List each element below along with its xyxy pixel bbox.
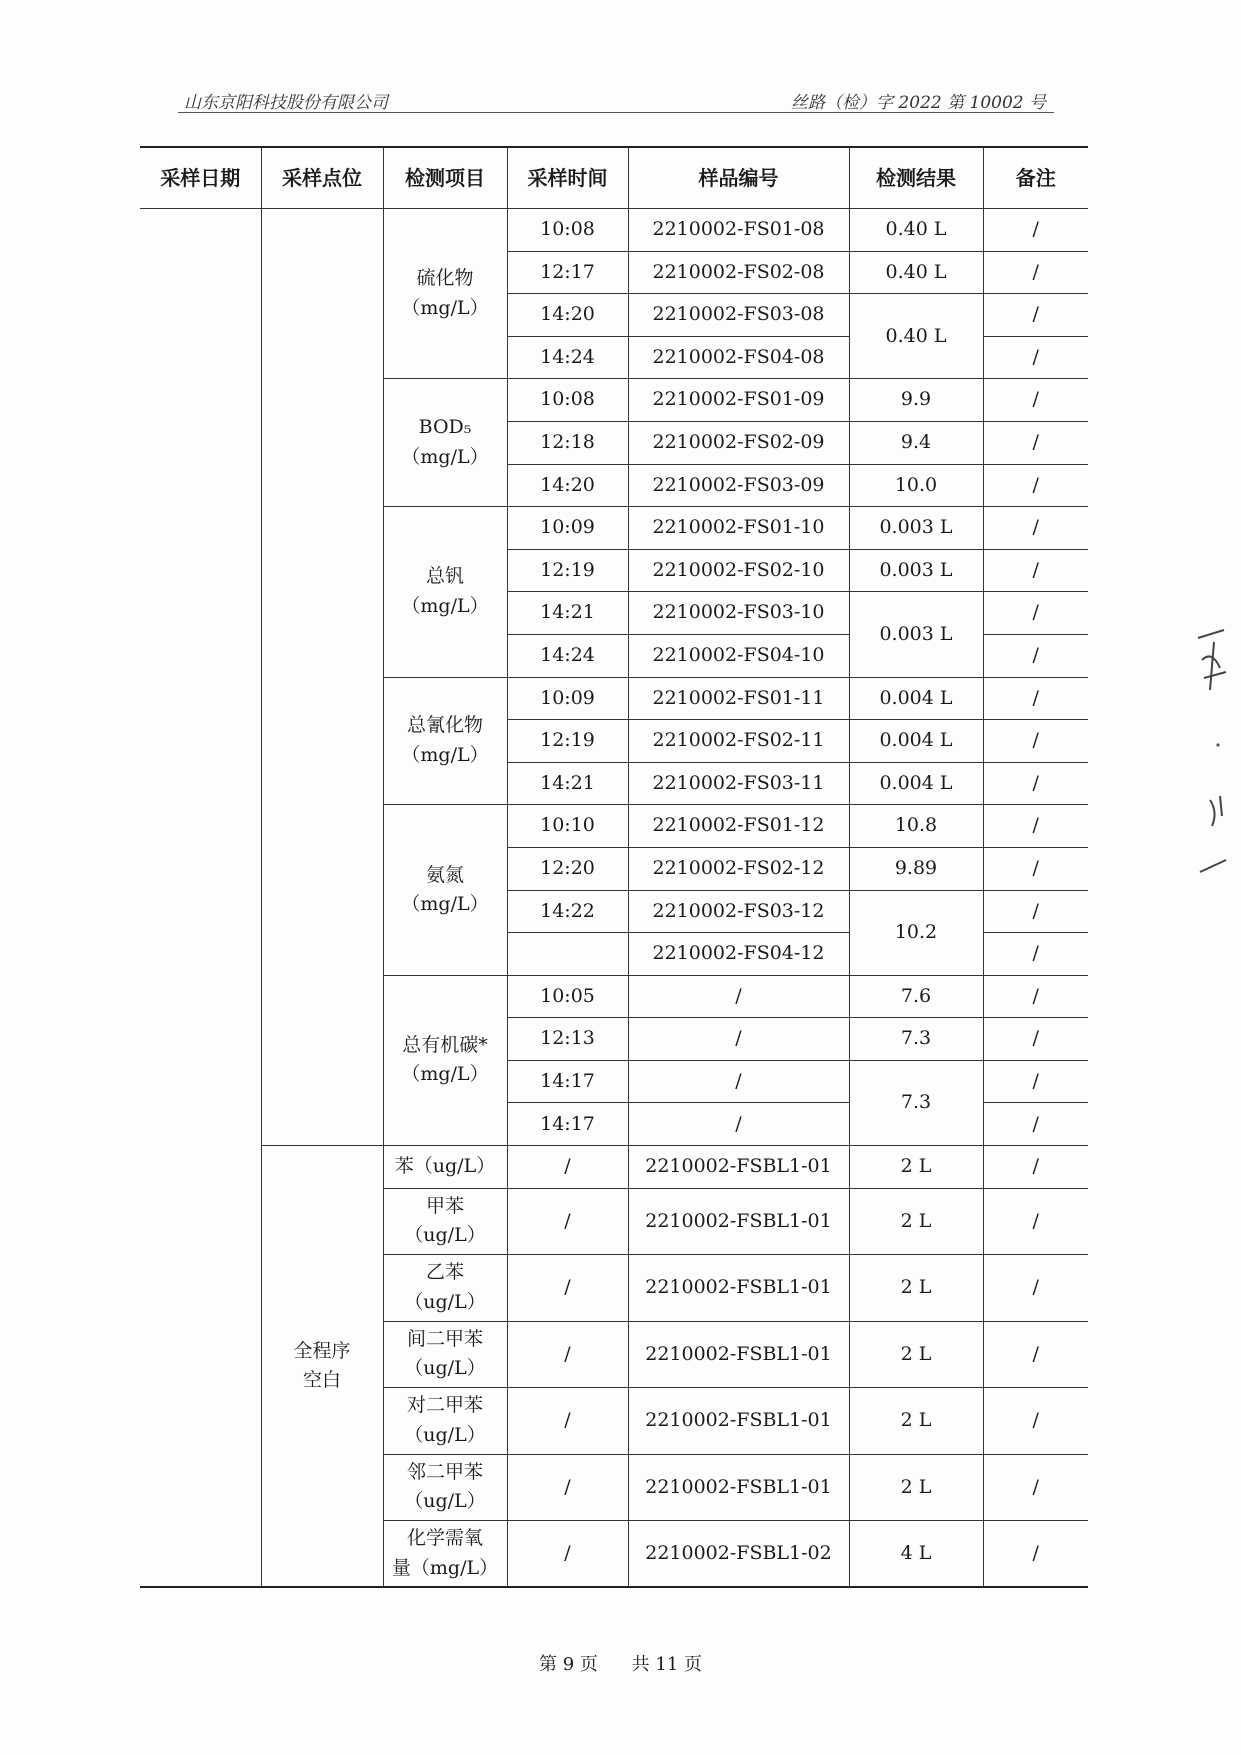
sampling-time-cell: 10:09 (507, 507, 628, 550)
test-item-cell (383, 507, 507, 677)
sampling-time-cell: 12:17 (507, 251, 628, 294)
sample-id-cell: 2210002-FS02-08 (628, 251, 849, 294)
sample-id-cell: 2210002-FS04-08 (628, 336, 849, 379)
sampling-time-cell: 14:21 (507, 592, 628, 635)
note-cell: / (983, 336, 1088, 379)
column-header: 采样点位 (261, 147, 383, 209)
test-item-cell (383, 1521, 507, 1588)
result-cell: 9.4 (849, 421, 983, 464)
test-item-label: 总钒 (425, 565, 464, 588)
sample-id-cell: 2210002-FS03-11 (628, 762, 849, 805)
sampling-time-cell: 12:20 (507, 847, 628, 890)
note-cell: / (983, 294, 1088, 337)
test-item-label: 化学需氧 (406, 1527, 483, 1550)
column-header: 样品编号 (628, 147, 849, 209)
sample-id-cell: 2210002-FSBL1-01 (628, 1321, 849, 1388)
sample-id-cell: / (628, 1060, 849, 1103)
table-row (140, 209, 1088, 252)
test-item-label: 氨氮 (425, 863, 464, 886)
note-cell: / (983, 1188, 1088, 1255)
result-cell: 9.89 (849, 847, 983, 890)
sampling-time-cell: 14:20 (507, 294, 628, 337)
result-cell: 2 L (849, 1388, 983, 1455)
result-cell: 2 L (849, 1188, 983, 1255)
sampling-time-cell: 10:05 (507, 975, 628, 1018)
sample-id-cell: 2210002-FS02-09 (628, 421, 849, 464)
sample-id-cell: 2210002-FS01-11 (628, 677, 849, 720)
sampling-date-cell (140, 209, 261, 1588)
test-item-cell (383, 1188, 507, 1255)
result-cell: 2 L (849, 1255, 983, 1322)
test-item-label: 乙苯 (425, 1261, 464, 1284)
sampling-time-cell: 12:18 (507, 421, 628, 464)
page-total: 共 11 页 (631, 1654, 702, 1675)
sample-id-cell: 2210002-FS01-08 (628, 209, 849, 252)
note-cell: / (983, 677, 1088, 720)
sampling-time-cell (507, 933, 628, 976)
test-item-cell (383, 1388, 507, 1455)
test-item-label: （mg/L） (401, 594, 489, 617)
table-body (140, 209, 1088, 1588)
note-cell: / (983, 592, 1088, 635)
result-cell: 0.40 L (849, 294, 983, 379)
sampling-time-cell: 10:10 (507, 805, 628, 848)
signature-mark (1190, 620, 1230, 890)
sample-id-cell: 2210002-FS03-09 (628, 464, 849, 507)
result-cell: 0.004 L (849, 720, 983, 763)
test-item-label: BOD₅ (418, 416, 472, 439)
test-item-cell (383, 677, 507, 805)
test-item-label: 甲苯 (425, 1194, 464, 1217)
sampling-time-cell: / (507, 1521, 628, 1588)
table-header-row (140, 147, 1088, 209)
test-item-label: 总有机碳* (402, 1033, 488, 1056)
test-item-label: 苯（ug/L） (394, 1155, 496, 1178)
sample-id-cell: 2210002-FSBL1-01 (628, 1188, 849, 1255)
test-item-label: （mg/L） (401, 743, 489, 766)
result-cell: 0.003 L (849, 549, 983, 592)
test-item-cell (383, 209, 507, 379)
sampling-time-cell: / (507, 1146, 628, 1189)
test-item-cell (383, 1321, 507, 1388)
note-cell: / (983, 549, 1088, 592)
sample-id-cell: 2210002-FS02-11 (628, 720, 849, 763)
sample-id-cell: 2210002-FSBL1-02 (628, 1521, 849, 1588)
sampling-time-cell: / (507, 1388, 628, 1455)
test-item-cell (383, 975, 507, 1145)
sampling-point-cell (261, 209, 383, 1146)
sample-id-cell: 2210002-FSBL1-01 (628, 1146, 849, 1189)
page-footer (0, 1650, 1241, 1676)
test-item-cell (383, 379, 507, 507)
sampling-point-label: 全程序 (293, 1339, 351, 1362)
sampling-time-cell: 14:24 (507, 336, 628, 379)
sampling-time-cell: 10:09 (507, 677, 628, 720)
sampling-time-cell: 12:19 (507, 549, 628, 592)
test-item-cell (383, 1454, 507, 1521)
page-number: 第 9 页 (539, 1654, 598, 1675)
note-cell: / (983, 421, 1088, 464)
sample-id-cell: / (628, 1103, 849, 1146)
test-item-label: （ug/L） (404, 1490, 486, 1513)
test-item-cell (383, 805, 507, 975)
test-item-label: 量（mg/L） (391, 1556, 499, 1579)
sampling-time-cell: 14:17 (507, 1103, 628, 1146)
sampling-time-cell: 14:24 (507, 634, 628, 677)
result-cell: 10.8 (849, 805, 983, 848)
result-cell: 10.2 (849, 890, 983, 975)
test-item-label: （ug/L） (404, 1357, 486, 1380)
result-cell: 7.3 (849, 1018, 983, 1061)
sampling-time-cell: 10:08 (507, 379, 628, 422)
result-cell: 4 L (849, 1521, 983, 1588)
header-rule (178, 112, 1054, 113)
column-header: 备注 (983, 147, 1088, 209)
sample-id-cell: / (628, 1018, 849, 1061)
result-cell: 0.004 L (849, 677, 983, 720)
sampling-time-cell: / (507, 1255, 628, 1322)
note-cell: / (983, 1146, 1088, 1189)
column-header: 检测项目 (383, 147, 507, 209)
test-item-label: 间二甲苯 (406, 1327, 483, 1350)
test-item-label: （ug/L） (404, 1423, 486, 1446)
result-cell: 0.004 L (849, 762, 983, 805)
note-cell: / (983, 975, 1088, 1018)
note-cell: / (983, 1255, 1088, 1322)
test-item-cell (383, 1146, 507, 1189)
test-item-label: 硫化物 (416, 267, 474, 290)
result-cell: 0.40 L (849, 209, 983, 252)
sampling-time-cell: 14:21 (507, 762, 628, 805)
sampling-time-cell: / (507, 1188, 628, 1255)
note-cell: / (983, 1321, 1088, 1388)
sampling-time-cell: 14:22 (507, 890, 628, 933)
note-cell: / (983, 1388, 1088, 1455)
sampling-time-cell: 14:20 (507, 464, 628, 507)
result-cell: 2 L (849, 1454, 983, 1521)
note-cell: / (983, 251, 1088, 294)
note-cell: / (983, 720, 1088, 763)
result-cell: 0.003 L (849, 592, 983, 677)
note-cell: / (983, 634, 1088, 677)
sample-id-cell: 2210002-FSBL1-01 (628, 1255, 849, 1322)
note-cell: / (983, 805, 1088, 848)
note-cell: / (983, 1103, 1088, 1146)
sample-id-cell: 2210002-FS02-12 (628, 847, 849, 890)
sampling-time-cell: 14:17 (507, 1060, 628, 1103)
test-item-cell (383, 1255, 507, 1322)
sampling-point-label: 空白 (302, 1369, 341, 1392)
test-item-label: （mg/L） (401, 893, 489, 915)
sample-id-cell: / (628, 975, 849, 1018)
note-cell: / (983, 209, 1088, 252)
note-cell: / (983, 890, 1088, 933)
table-row (140, 1146, 1088, 1189)
result-cell: 0.003 L (849, 507, 983, 550)
sampling-point-cell (261, 1146, 383, 1588)
sampling-time-cell: 10:08 (507, 209, 628, 252)
sample-id-cell: 2210002-FSBL1-01 (628, 1388, 849, 1455)
note-cell: / (983, 1521, 1088, 1588)
note-cell: / (983, 507, 1088, 550)
sampling-time-cell: / (507, 1321, 628, 1388)
test-item-label: （mg/L） (401, 296, 489, 319)
test-item-label: （mg/L） (401, 445, 489, 468)
sample-id-cell: 2210002-FS02-10 (628, 549, 849, 592)
result-cell: 2 L (849, 1321, 983, 1388)
header-company: 山东京阳科技股份有限公司 (184, 93, 388, 113)
column-header: 采样日期 (140, 147, 261, 209)
test-item-label: （ug/L） (404, 1290, 486, 1313)
sample-id-cell: 2210002-FS03-12 (628, 890, 849, 933)
header-report-number: 丝路（检）字 2022 第 10002 号 (791, 93, 1046, 113)
result-cell: 7.3 (849, 1060, 983, 1145)
note-cell: / (983, 464, 1088, 507)
results-table (140, 146, 1088, 1588)
result-cell: 7.6 (849, 975, 983, 1018)
sample-id-cell: 2210002-FS01-12 (628, 805, 849, 848)
note-cell: / (983, 1454, 1088, 1521)
test-item-label: （ug/L） (404, 1224, 486, 1247)
sample-id-cell: 2210002-FS03-10 (628, 592, 849, 635)
sample-id-cell: 2210002-FS04-10 (628, 634, 849, 677)
column-header: 采样时间 (507, 147, 628, 209)
test-item-label: 对二甲苯 (406, 1394, 483, 1417)
sample-id-cell: 2210002-FSBL1-01 (628, 1454, 849, 1521)
sample-id-cell: 2210002-FS01-10 (628, 507, 849, 550)
note-cell: / (983, 847, 1088, 890)
note-cell: / (983, 762, 1088, 805)
result-cell: 0.40 L (849, 251, 983, 294)
sample-id-cell: 2210002-FS04-12 (628, 933, 849, 976)
sampling-time-cell: / (507, 1454, 628, 1521)
result-cell: 9.9 (849, 379, 983, 422)
sampling-time-cell: 12:13 (507, 1018, 628, 1061)
result-cell: 10.0 (849, 464, 983, 507)
sample-id-cell: 2210002-FS03-08 (628, 294, 849, 337)
sampling-time-cell: 12:19 (507, 720, 628, 763)
note-cell: / (983, 1060, 1088, 1103)
test-item-label: 邻二甲苯 (406, 1460, 483, 1483)
sample-id-cell: 2210002-FS01-09 (628, 379, 849, 422)
column-header: 检测结果 (849, 147, 983, 209)
note-cell: / (983, 933, 1088, 976)
result-cell: 2 L (849, 1146, 983, 1189)
note-cell: / (983, 1018, 1088, 1061)
test-item-label: 总氰化物 (406, 714, 483, 737)
note-cell: / (983, 379, 1088, 422)
test-item-label: （mg/L） (401, 1063, 489, 1086)
